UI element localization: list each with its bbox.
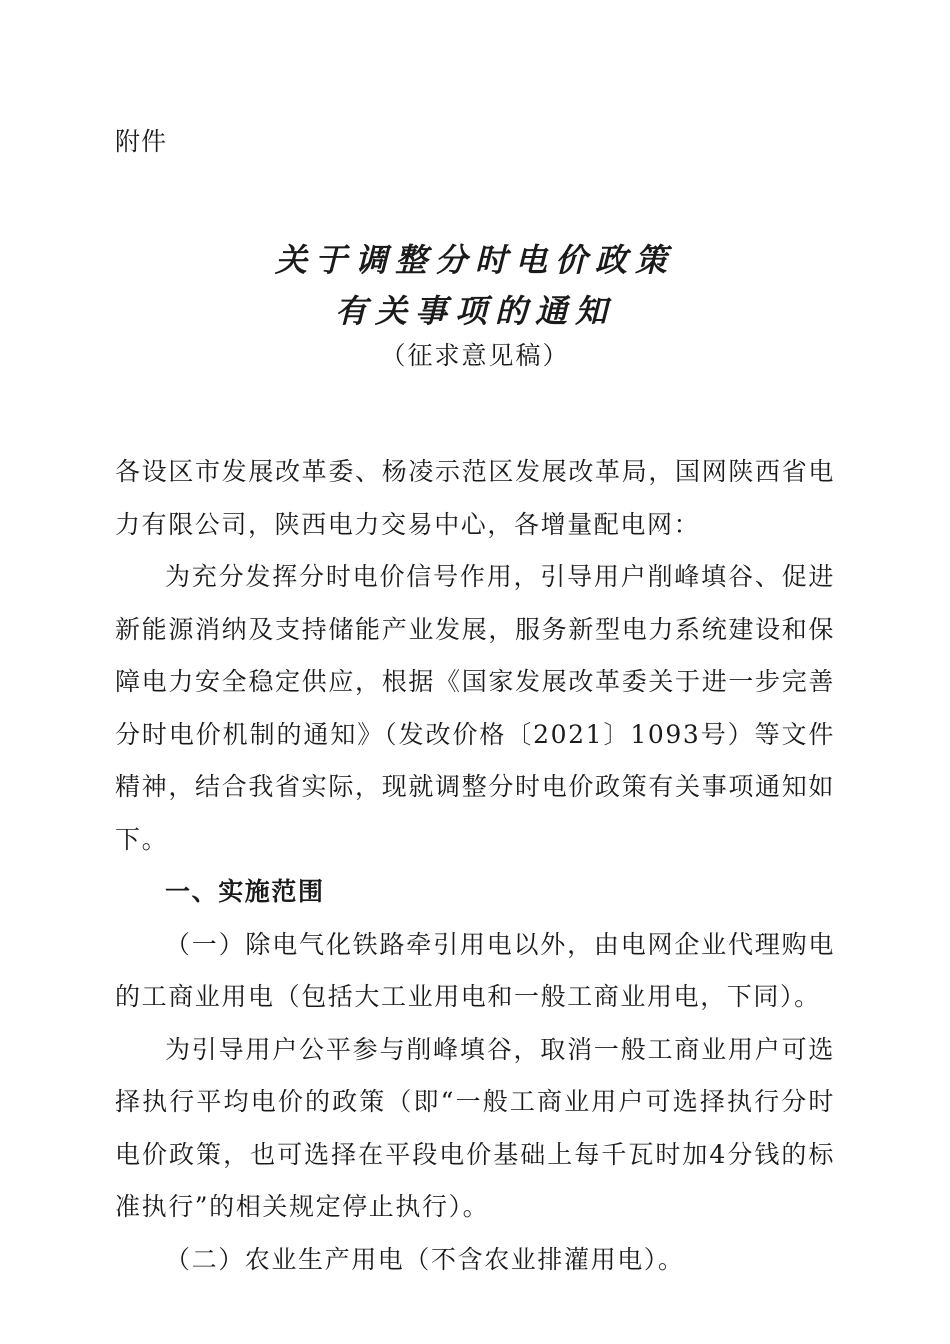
document-subtitle: （征求意见稿） bbox=[380, 341, 570, 370]
scope-item-1: （一）除电气化铁路牵引用电以外，由电网企业代理购电的工商业用电（包括大工业用电和一般工商业用电，下同）。 bbox=[115, 929, 835, 1011]
attachment-label: 附件 bbox=[115, 127, 168, 156]
addressee-paragraph: 各设区市发展改革委、杨凌示范区发展改革局，国网陕西省电力有限公司，陕西电力交易中心，各增量配电网： bbox=[115, 457, 835, 539]
scope-item-1-note: 为引导用户公平参与削峰填谷，取消一般工商业用户可选择执行平均电价的政策（即“一般工商业用户可选择执行分时电价政策，也可选择在平段电价基础上每千瓦时加4分钱的标准执行”的相关规定停止执行）。 bbox=[115, 1034, 835, 1221]
document-title-line-1: 关于调整分时电价政策 bbox=[274, 241, 675, 279]
scope-item-2: （二）农业生产用电（不含农业排灌用电）。 bbox=[165, 1244, 685, 1274]
intro-paragraph: 为充分发挥分时电价信号作用，引导用户削峰填谷、促进新能源消纳及支持储能产业发展，服务新型电力系统建设和保障电力安全稳定供应，根据《国家发展改革委关于进一步完善分时电价机制的通知》（发改价格〔2021〕1093号）等文件精神，结合我省实际，现就调整分时电价政策有关事项通知如下。 bbox=[115, 562, 835, 854]
document-title-line-2: 有关事项的通知 bbox=[334, 292, 615, 330]
document-body bbox=[115, 446, 835, 1286]
section-heading-scope: 一、实施范围 bbox=[165, 877, 325, 906]
